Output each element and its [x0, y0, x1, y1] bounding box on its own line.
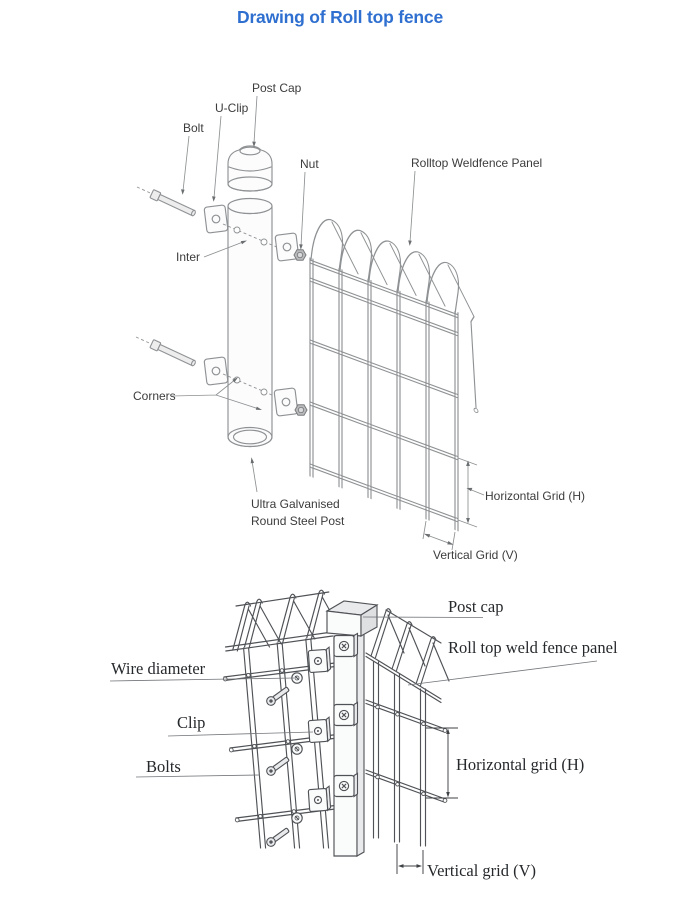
post-clip [334, 634, 358, 657]
square-post [334, 633, 364, 856]
rolltop-panel-label: Rolltop Weldfence Panel [411, 156, 543, 170]
fastener-set-lower [136, 337, 307, 416]
vertical-grid-label: Vertical Grid (V) [433, 548, 518, 562]
horizontal-grid-label: Horizontal Grid (H) [485, 489, 586, 503]
left-rolltop-hoops [228, 590, 341, 651]
label-vertical-grid [427, 861, 536, 880]
bolt-part [150, 190, 197, 218]
wire-diameter-label: Wire diameter [111, 659, 206, 678]
post-cap-part [228, 146, 272, 191]
v-grid-dimension [423, 521, 455, 550]
label-bolt [181, 121, 204, 195]
bolt-part [265, 826, 291, 848]
post-cap-label: Post Cap [252, 81, 302, 95]
h-grid-dimension [458, 458, 477, 527]
clip-plate [308, 717, 331, 742]
vertical-grid-label: Vertical grid (V) [427, 861, 537, 880]
page-title: Drawing of Roll top fence [237, 7, 443, 27]
u-clip-label: U-Clip [215, 101, 249, 115]
post-name-label-line1: Ultra Galvanised [251, 497, 340, 511]
label-post-cap [363, 597, 503, 618]
label-bolts [136, 757, 260, 777]
u-clip-plate-left [204, 205, 228, 233]
nut-part [295, 405, 307, 415]
h-grid-dimension [426, 728, 458, 798]
label-roll-top-panel [408, 638, 618, 685]
lower-diagram [110, 590, 618, 880]
right-panel [366, 609, 449, 846]
bolts-label: Bolts [146, 757, 181, 776]
inter-label: Inter [176, 250, 201, 264]
label-nut [299, 157, 319, 250]
v-grid-dimension [397, 844, 423, 874]
clip-label: Clip [177, 713, 206, 732]
rolltop-weldfence-panel [310, 212, 478, 538]
bolt-part [150, 340, 197, 368]
bolt-label: Bolt [183, 121, 204, 135]
label-horizontal-grid [456, 755, 584, 774]
label-vertical-grid [433, 548, 518, 562]
clip-plate [308, 647, 331, 672]
post-name-label-line2: Round Steel Post [251, 514, 345, 528]
nut-label: Nut [300, 157, 319, 171]
post-clip [334, 703, 358, 726]
screw-head [292, 744, 302, 754]
label-rolltop-panel [408, 156, 542, 246]
post-cap-part [327, 601, 377, 636]
u-clip-plate-left [204, 357, 228, 385]
label-wire-diameter [110, 659, 294, 681]
post-clip [334, 774, 358, 797]
clip-plate [308, 786, 331, 811]
screw-head [292, 813, 302, 823]
u-clip-plate-right [274, 388, 298, 416]
roll-top-panel-label: Roll top weld fence panel [448, 638, 618, 657]
right-rolltop-hoops [371, 609, 449, 686]
weld-dots [310, 278, 458, 522]
horizontal-grid-label: Horizontal grid (H) [456, 755, 585, 774]
upper-diagram [133, 81, 585, 562]
label-horizontal-grid [467, 488, 586, 503]
corners-label: Corners [133, 389, 176, 403]
post-cap-label: Post cap [448, 597, 504, 616]
bolt-part [265, 755, 291, 777]
nut-part [294, 250, 306, 260]
label-post-name [251, 457, 345, 528]
rolltop-hoops [311, 212, 459, 315]
label-post-cap [252, 81, 302, 147]
label-clip [168, 713, 313, 736]
